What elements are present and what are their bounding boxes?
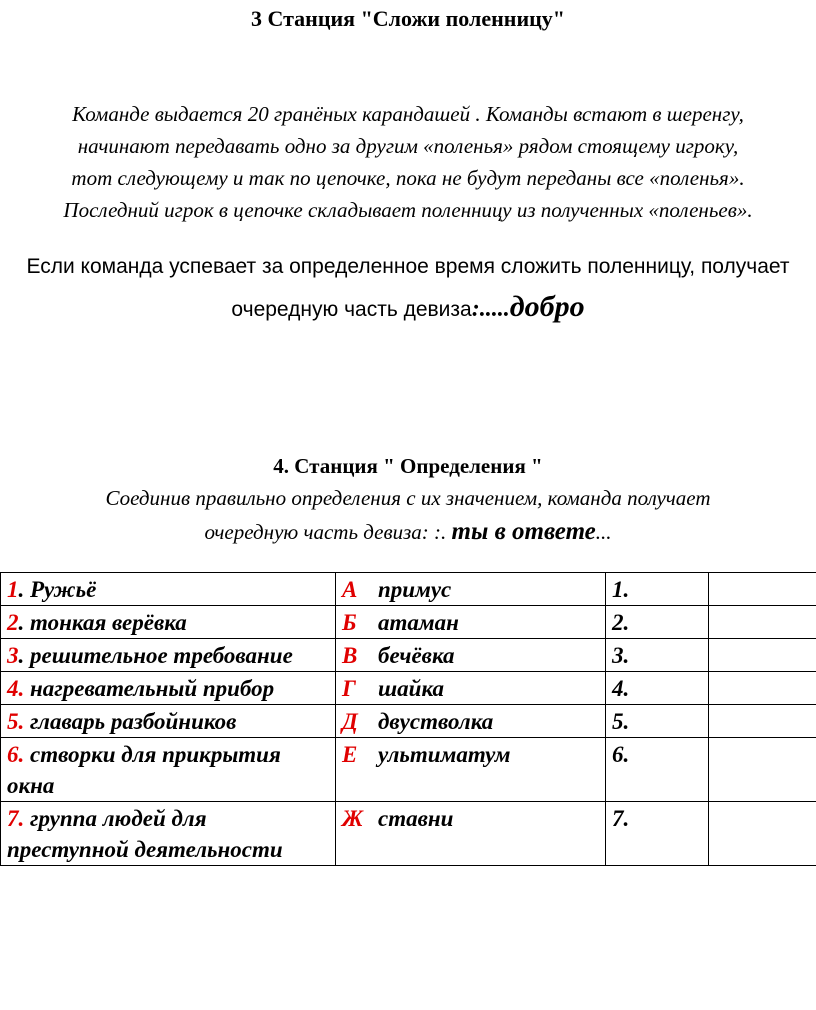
meaning-letter: Е: [342, 742, 358, 767]
answer-number: 1.: [612, 577, 630, 602]
answer-number: 4.: [612, 676, 630, 701]
station4-title: 4. Станция " Определения ": [273, 454, 543, 478]
term-text: створки для прикрытия окна: [7, 742, 281, 798]
meaning-letter: Б: [342, 610, 357, 635]
term-text: нагревательный прибор: [24, 676, 275, 701]
answer-number-cell: [606, 639, 709, 672]
meaning-letter: Д: [342, 709, 358, 734]
term-number: 7.: [7, 806, 25, 831]
answer-number: 3.: [612, 643, 630, 668]
instruction-text: очередную часть девиза: :.: [204, 520, 452, 544]
reward-line-2: [0, 287, 816, 330]
term-text: . решительное требование: [18, 643, 293, 668]
term-number: 3: [7, 643, 19, 668]
meaning-cell: [336, 639, 606, 672]
term-cell: [1, 573, 336, 606]
table-row: [1, 705, 816, 738]
answer-number: 5.: [612, 709, 630, 734]
term-cell: [1, 639, 336, 672]
instruction-line: Соединив правильно определения с их значением, команда получает: [105, 486, 711, 510]
station4-instruction: [0, 482, 816, 549]
answer-cell[interactable]: [709, 672, 816, 705]
answer-cell[interactable]: [709, 802, 816, 866]
term-text: . тонкая верёвка: [18, 610, 187, 635]
table-row: [1, 802, 816, 866]
meaning-text: бечёвка: [378, 643, 455, 668]
definitions-table: [0, 572, 816, 866]
reward-line: Если команда успевает за определенное время сложить поленницу, получает: [26, 255, 790, 278]
instruction-line-2: [0, 515, 816, 549]
answer-number: 7.: [612, 806, 630, 831]
meaning-text: примус: [378, 577, 452, 602]
answer-number-cell: [606, 705, 709, 738]
term-cell: [1, 672, 336, 705]
motto-tail: ...: [595, 520, 612, 544]
answer-number: 6.: [612, 742, 630, 767]
reward-text: очередную часть девиза: [231, 298, 472, 321]
table-row: [1, 606, 816, 639]
table-row: [1, 573, 816, 606]
meaning-letter: Ж: [342, 806, 364, 831]
term-text: . Ружьё: [18, 577, 97, 602]
station3-reward: [0, 247, 816, 330]
term-cell: [1, 705, 336, 738]
description-line: тот следующему и так по цепочке, пока не будут переданы все «поленья».: [71, 166, 745, 190]
meaning-cell: [336, 606, 606, 639]
meaning-letter: А: [342, 577, 358, 602]
answer-number-cell: [606, 573, 709, 606]
meaning-text: ставни: [378, 806, 454, 831]
term-cell: [1, 738, 336, 802]
answer-cell[interactable]: [709, 606, 816, 639]
meaning-cell: [336, 802, 606, 866]
station3-title: 3 Станция "Сложи поленницу": [250, 6, 566, 31]
table-row: [1, 738, 816, 802]
answer-cell[interactable]: [709, 705, 816, 738]
station3-description: [0, 98, 816, 226]
term-text: главарь разбойников: [24, 709, 237, 734]
answer-number: 2.: [612, 610, 630, 635]
answer-number-cell: [606, 606, 709, 639]
meaning-cell: [336, 573, 606, 606]
meaning-text: атаман: [378, 610, 459, 635]
description-line: начинают передавать одно за другим «поленья» рядом стоящему игроку,: [77, 134, 739, 158]
description-line: Команде выдается 20 гранёных карандашей . Команды встают в шеренгу,: [72, 102, 744, 126]
meaning-text: двустволка: [378, 709, 494, 734]
meaning-letter: Г: [342, 676, 356, 701]
meaning-text: шайка: [378, 676, 445, 701]
term-number: 1: [7, 577, 19, 602]
term-number: 2: [7, 610, 19, 635]
meaning-cell: [336, 705, 606, 738]
term-cell: [1, 802, 336, 866]
reward-dots: :.....: [471, 296, 510, 322]
answer-number-cell: [606, 802, 709, 866]
term-number: 6.: [7, 742, 25, 767]
answer-cell[interactable]: [709, 573, 816, 606]
term-number: 4.: [7, 676, 25, 701]
answer-cell[interactable]: [709, 639, 816, 672]
description-line: Последний игрок в цепочке складывает поленницу из полученных «поленьев».: [63, 198, 753, 222]
answer-cell[interactable]: [709, 738, 816, 802]
answer-number-cell: [606, 738, 709, 802]
motto-word: добро: [509, 290, 585, 323]
meaning-letter: В: [342, 643, 358, 668]
term-number: 5.: [7, 709, 25, 734]
table-row: [1, 672, 816, 705]
meaning-text: ультиматум: [378, 742, 511, 767]
motto-phrase: ты в ответе: [451, 518, 596, 545]
meaning-cell: [336, 672, 606, 705]
table-row: [1, 639, 816, 672]
term-text: группа людей для преступной деятельности: [7, 806, 283, 862]
meaning-cell: [336, 738, 606, 802]
term-cell: [1, 606, 336, 639]
answer-number-cell: [606, 672, 709, 705]
